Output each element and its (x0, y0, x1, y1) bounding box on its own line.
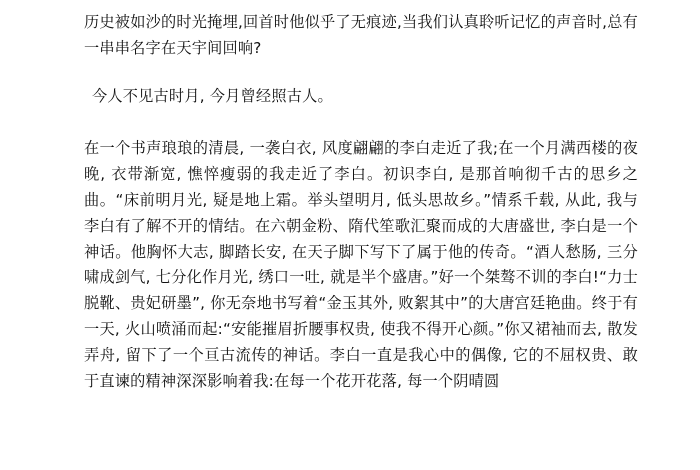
document-body (84, 10, 638, 394)
paragraph-couplet: 今人不见古时月, 今月曾经照古人。 (92, 86, 333, 105)
paragraph-main: 在一个书声琅琅的清晨, 一袭白衣, 风度翩翩的李白走近了我;在一个月满西楼的夜晚, 衣带渐宽, 憔悴瘦弱的我走近了李白。初识李白, 是那首响彻千古的思乡之曲。“床前明月光, 疑是地上霜。举头望明月, 低头思故乡。”情系千载, 从此, 我与李白有了解不开的情结。在六朝金粉、隋代笙歌汇聚而成的大唐盛世, 李白是一个神话。他胸怀大志, 脚踏长安, 在天子脚下写下了属于他的传奇。“酒人愁肠, 三分啸成剑气, 七分化作月光, 绣口一吐, 就是半个盛唐。”好一个桀骜不训的李白!“力士脱靴、贵妃研墨”, 你无奈地书写着“金玉其外, 败絮其中”的大唐宫廷艳曲。终于有一天, 火山喷涌而起:“安能摧眉折腰事权贵, 使我不得开心颜。”你又裙袖而去, 散发弄舟, 留下了一个亘古流传的神话。李白一直是我心中的偶像, 它的不屈权贵、敢于直谏的精神深深影响着我:在每一个花开花落, 每一个阴晴圆 (84, 139, 638, 390)
paragraph-opening: 历史被如沙的时光掩埋,回首时他似乎了无痕迹,当我们认真聆听记忆的声音时,总有一串串名字在天宇间回响? (84, 13, 638, 57)
